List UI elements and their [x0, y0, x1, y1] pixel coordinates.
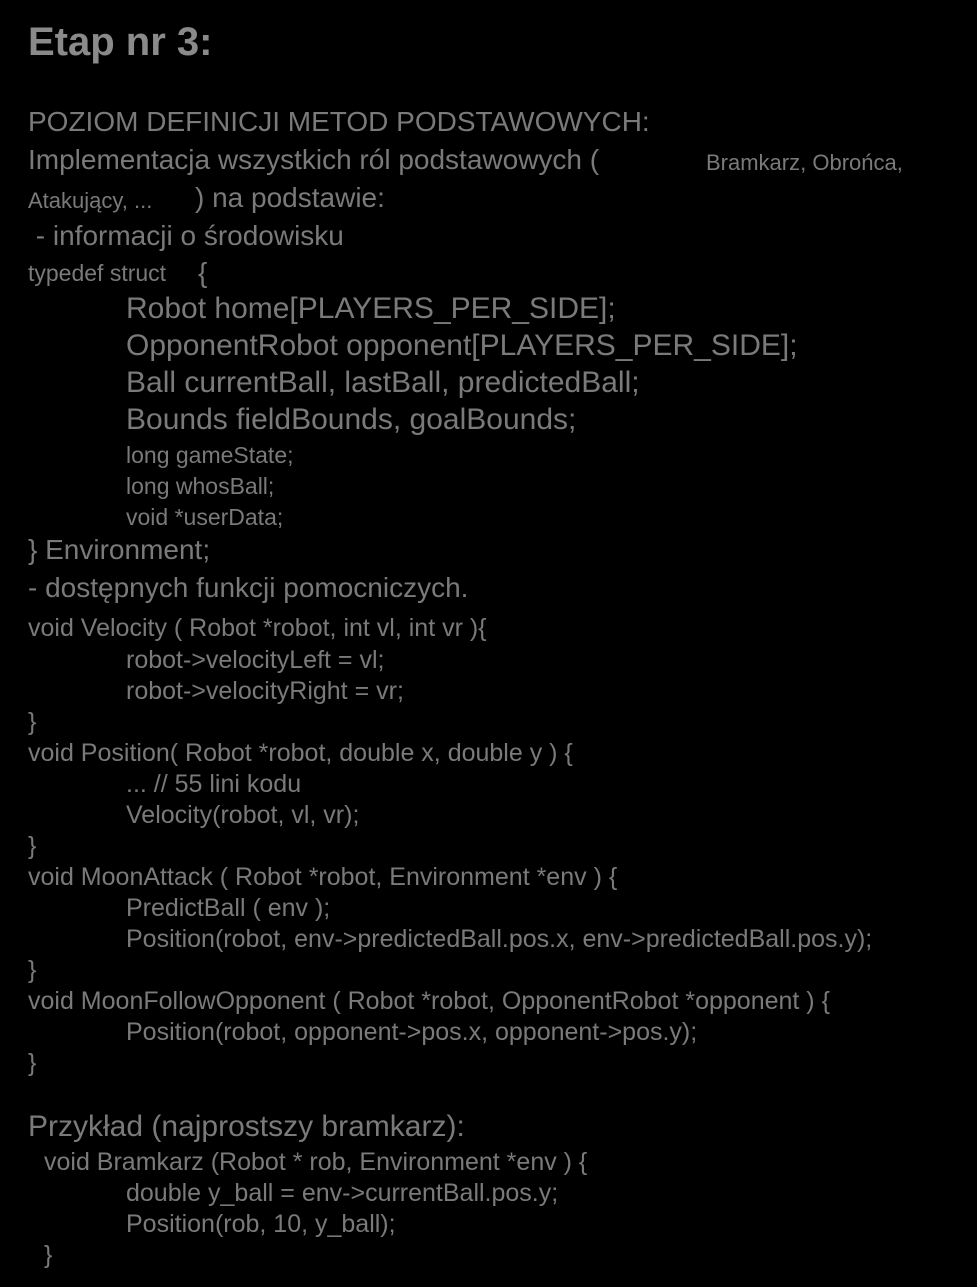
code-line: double y_ball = env->currentBall.pos.y; [126, 1179, 559, 1207]
code-line: long whosBall; [126, 473, 275, 499]
code-line: Ball currentBall, lastBall, predictedBall; [126, 366, 640, 399]
code-line: } Environment; [28, 534, 211, 565]
code-line: Position(robot, env->predictedBall.pos.x, env->predictedBall.pos.y); [126, 925, 873, 953]
text-line: - informacji o środowisku [28, 220, 344, 251]
code-line: void *userData; [126, 504, 284, 530]
code-line: } [28, 832, 37, 860]
heading-line: POZIOM DEFINICJI METOD PODSTAWOWYCH: [28, 106, 650, 137]
text-line: Implementacja wszystkich ról podstawowych ( [28, 144, 600, 175]
code-line: ... // 55 lini kodu [126, 770, 302, 798]
code-line: robot->velocityRight = vr; [126, 677, 404, 705]
code-line: void MoonFollowOpponent ( Robot *robot, OpponentRobot *opponent ) { [28, 987, 830, 1015]
code-line: Bounds fieldBounds, goalBounds; [126, 403, 577, 436]
slide-title: Etap nr 3: [28, 20, 213, 64]
code-line: long gameState; [126, 442, 294, 468]
example-heading: Przykład (najprostszy bramkarz): [28, 1110, 465, 1143]
text-line: ) na podstawie: [195, 182, 385, 213]
code-line: PredictBall ( env ); [126, 894, 331, 922]
code-line: OpponentRobot opponent[PLAYERS_PER_SIDE]; [126, 329, 798, 362]
code-line: Position(rob, 10, y_ball); [126, 1210, 396, 1238]
code-line: void Position( Robot *robot, double x, double y ) { [28, 739, 573, 767]
code-line: } [44, 1241, 53, 1269]
code-line: } [28, 708, 37, 736]
text-line: - dostępnych funkcji pomocniczych. [28, 572, 469, 603]
code-line: void Velocity ( Robot *robot, int vl, int vr ){ [28, 614, 487, 642]
code-brace: { [198, 257, 208, 288]
code-line: void Bramkarz (Robot * rob, Environment *env ) { [44, 1148, 588, 1176]
code-line: Position(robot, opponent->pos.x, opponent->pos.y); [126, 1018, 698, 1046]
text-line-small: Atakujący, ... [28, 188, 159, 213]
text-line-small: Bramkarz, Obrońca, [706, 150, 903, 175]
code-line: Velocity(robot, vl, vr); [126, 801, 360, 829]
code-line: } [28, 1049, 37, 1077]
code-line: Robot home[PLAYERS_PER_SIDE]; [126, 292, 616, 325]
code-line: void MoonAttack ( Robot *robot, Environment *env ) { [28, 863, 618, 891]
code-line: typedef struct [28, 260, 173, 286]
code-line: } [28, 956, 37, 984]
code-line: robot->velocityLeft = vl; [126, 646, 385, 674]
